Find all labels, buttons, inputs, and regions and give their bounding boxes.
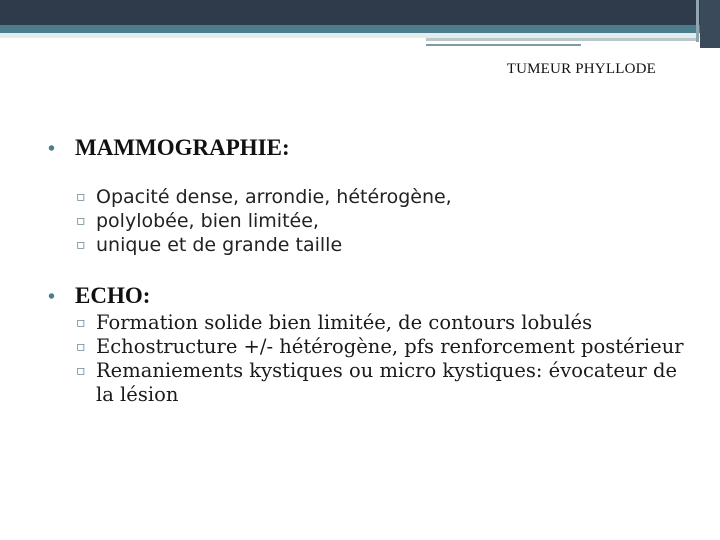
bullet-icon: • [48,138,56,160]
list-item [76,359,688,407]
bullet-icon: • [48,286,56,308]
decorative-line [426,44,581,46]
slide-body [48,134,688,406]
list-item-text: Formation solide bien limitée, de contours lobulés [96,311,593,334]
square-bullet-icon: ▫ [76,189,86,205]
section-heading [48,134,688,163]
section-heading [48,282,688,311]
section-heading-label: MAMMOGRAPHIE: [75,135,290,160]
square-bullet-icon: ▫ [76,213,86,229]
list-item [76,209,688,233]
square-bullet-icon: ▫ [76,339,86,355]
list-item-text: polylobée, bien limitée, [96,210,319,232]
list-item-text: unique et de grande taille [96,234,343,256]
square-bullet-icon: ▫ [76,237,86,253]
square-bullet-icon: ▫ [76,363,86,379]
bullet-list [48,185,688,257]
list-item-text: Opacité dense, arrondie, hétérogène, [96,186,452,208]
header-right-stripe [696,0,699,42]
slide-title: TUMEUR PHYLLODE [506,61,656,77]
bullet-list [48,311,688,407]
list-item-text: Remaniements kystiques ou micro kystiques: évocateur de la lésion [96,359,678,406]
header-right-block [700,0,720,48]
list-item [76,185,688,209]
list-item-text: Echostructure +/- hétérogène, pfs renforcement postérieur [96,335,684,358]
decorative-line [426,38,696,41]
list-item [76,335,688,359]
header-band [0,0,720,25]
list-item [76,311,688,335]
section-mammographie [48,134,688,257]
section-echo [48,282,688,407]
square-bullet-icon: ▫ [76,315,86,331]
section-heading-label: ECHO: [75,283,151,308]
header-accent-band [0,25,720,33]
list-item [76,233,688,257]
